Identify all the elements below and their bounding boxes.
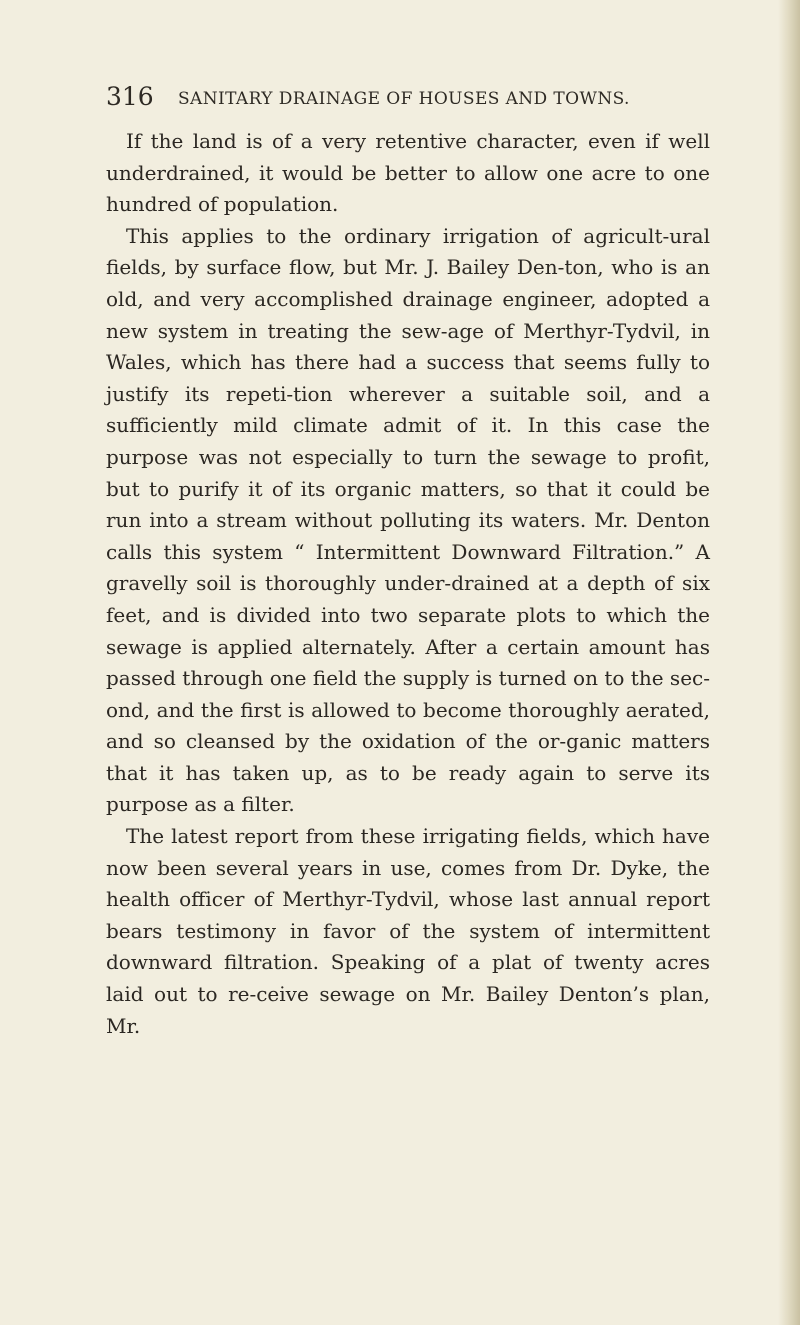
paragraph-1: If the land is of a very retentive character, even if well underdrained, it would be better to allow one acre to one hundred of population.	[106, 129, 710, 217]
page-number: 316	[106, 82, 154, 111]
page-header	[106, 82, 726, 112]
page-edge-shadow	[778, 0, 800, 1325]
running-title: SANITARY DRAINAGE OF HOUSES AND TOWNS.	[178, 89, 630, 109]
body-text	[106, 126, 710, 1042]
paragraph-3: The latest report from these irrigating fields, which have now been several years in use, comes from Dr. Dyke, the health officer of Merthyr-Tydvil, whose last annual report bears testimony in favor of the system of intermittent downward filtration. Speaking of a plat of twenty acres laid out to re-ceive sewage on Mr. Bailey Denton’s plan, Mr.	[106, 824, 710, 1038]
paragraph-2: This applies to the ordinary irrigation of agricult-ural fields, by surface flow, but Mr. J. Bailey Den-ton, who is an old, and very accomplished drainage engineer, adopted a new system in treating the sew-age of Merthyr-Tydvil, in Wales, which has there had a success that seems fully to justify its repeti-tion wherever a suitable soil, and a sufficiently mild climate admit of it. In this case the purpose was not especially to turn the sewage to profit, but to purify it of its organic matters, so that it could be run into a stream without polluting its waters. Mr. Denton calls this system “ Intermittent Downward Filtration.” A gravelly soil is thoroughly under-drained at a depth of six feet, and is divided into two separate plots to which the sewage is applied alternately. After a certain amount has passed through one field the supply is turned on to the sec-ond, and the first is allowed to become thoroughly aerated, and so cleansed by the oxidation of the or-ganic matters that it has taken up, as to be ready again to serve its purpose as a filter.	[106, 223, 710, 817]
